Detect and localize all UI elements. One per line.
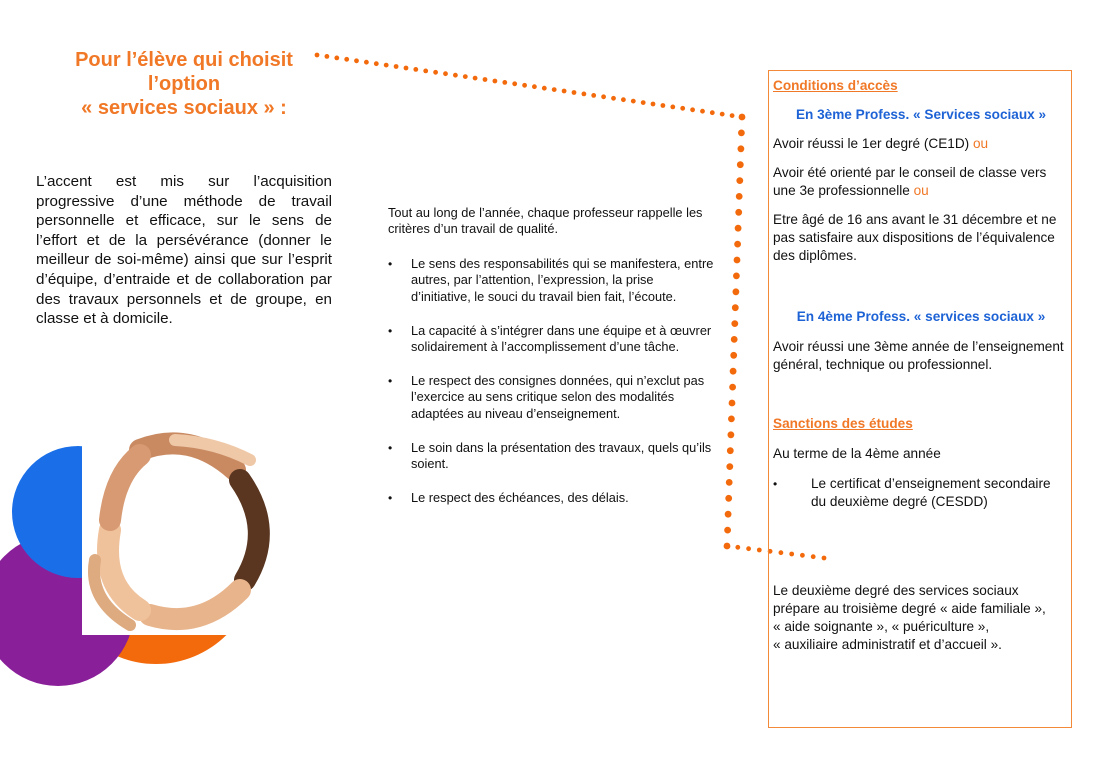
connector-dot: [726, 463, 733, 470]
connector-dot: [661, 103, 666, 108]
connector-dot: [732, 304, 739, 311]
list-item-text: Le sens des responsabilités qui se manifestera, entre autres, par l’attention, l’expression, la prise d’initiative, le souci du travail bien fait, l’écoute.: [411, 255, 714, 304]
connector-dot: [746, 546, 751, 551]
connector-dot: [562, 89, 567, 94]
connector-dot: [354, 58, 359, 63]
connector-dot: [404, 66, 409, 71]
connector-dot: [512, 81, 517, 86]
connector-dot: [727, 447, 734, 454]
condition-1-text: Avoir réussi le 1er degré (CE1D): [773, 136, 970, 151]
connector-dot: [572, 90, 577, 95]
list-item-text: Le respect des échéances, des délais.: [411, 489, 629, 505]
list-item: [388, 490, 714, 506]
connector-dot: [735, 545, 740, 550]
third-year-heading: En 3ème Profess. « Services sociaux »: [795, 107, 1047, 122]
connector-dot: [423, 69, 428, 74]
connector-dot: [736, 177, 743, 184]
condition-1-or: ou: [972, 136, 989, 151]
connector-dot: [724, 543, 731, 550]
connector-dot: [757, 548, 762, 553]
connector-dot: [334, 56, 339, 61]
condition-2-or: ou: [913, 183, 929, 198]
connector-dot: [710, 110, 715, 115]
connector-dot: [738, 130, 745, 137]
connector-dot: [731, 320, 738, 327]
list-item-text: La capacité à s’intégrer dans une équipe et à œuvrer solidairement à l’accomplissement d’une tâche.: [411, 322, 712, 354]
connector-dot: [733, 288, 740, 295]
connector-dot: [591, 93, 596, 98]
closing-line-1: Le deuxième degré des services sociaux prépare au troisième degré « aide familiale »,: [773, 583, 1046, 616]
connector-dot: [725, 495, 732, 502]
condition-2-text: Avoir été orienté par le conseil de classe vers une 3e professionnelle: [773, 165, 1047, 198]
bullet-icon: •: [388, 440, 393, 455]
list-item: [388, 323, 714, 356]
connector-dot: [733, 273, 740, 280]
condition-3: Etre âgé de 16 ans avant le 31 décembre et ne pas satisfaire aux dispositions de l’équivalence des diplômes.: [773, 212, 1057, 263]
connector-dot: [728, 431, 735, 438]
criteria-list: [388, 256, 714, 506]
connector-dot: [730, 368, 737, 375]
connector-dot: [552, 87, 557, 92]
title-line-3: « services sociaux » :: [81, 97, 287, 119]
connector-dot: [726, 479, 733, 486]
conditions-heading: Conditions d’accès: [773, 78, 898, 93]
connector-dot: [728, 416, 735, 423]
connector-dot: [374, 61, 379, 66]
hands-circle-illustration: [0, 420, 300, 690]
connector-dot: [740, 115, 745, 120]
list-item: [388, 440, 714, 473]
connector-dot: [725, 511, 732, 518]
connector-dot: [700, 109, 705, 114]
connector-dot: [621, 97, 626, 102]
bullet-icon: •: [388, 323, 393, 338]
connector-dot: [730, 352, 737, 359]
connector-dot: [731, 336, 738, 343]
connector-dot: [735, 225, 742, 232]
connector-dot: [413, 67, 418, 72]
connector-dot: [502, 80, 507, 85]
closing-line-2: « aide soignante », « puériculture »,: [773, 619, 990, 634]
connector-dot: [611, 96, 616, 101]
list-item-text: Le soin dans la présentation des travaux, quels qu’ils soient.: [411, 439, 712, 471]
quality-criteria-section: [388, 205, 714, 524]
title-line-1: Pour l’élève qui choisit: [75, 49, 293, 71]
connector-dot: [730, 113, 735, 118]
intro-paragraph: L’accent est mis sur l’acquisition progressive d’une méthode de travail personnelle et efficace, sur le sens de l’effort et de la persévérance (donner le meilleur de soi-même) ainsi que sur l’esprit d’équipe, d’entraide et de collaboration par des travaux personnels et de groupe, en classe et à domicile.: [36, 173, 332, 328]
bullet-icon: •: [388, 490, 393, 505]
sanctions-heading: Sanctions des études: [773, 416, 913, 431]
connector-dot: [631, 99, 636, 104]
closing-paragraph: [773, 582, 1066, 654]
fourth-year-heading: En 4ème Profess. « services sociaux »: [796, 309, 1046, 324]
connector-dot: [433, 70, 438, 75]
connector-dot: [724, 527, 731, 534]
connector-dot: [463, 74, 468, 79]
connector-dot: [680, 106, 685, 111]
connector-dot: [738, 145, 745, 152]
connector-dot: [443, 71, 448, 76]
condition-4: Avoir réussi une 3ème année de l’enseignement général, technique ou professionnel.: [773, 339, 1064, 372]
connector-dot: [729, 384, 736, 391]
connector-dot: [641, 100, 646, 105]
connector-dot: [670, 105, 675, 110]
connector-dot: [522, 83, 527, 88]
page-title: [40, 48, 328, 120]
connector-dot: [735, 209, 742, 216]
list-item: [388, 373, 714, 422]
list-item-text: Le respect des consignes données, qui n’exclut pas l’exercice au sens critique selon des modalités adaptées au niveau d’enseignement.: [411, 372, 705, 421]
condition-1: [773, 135, 1066, 153]
connector-dot: [384, 63, 389, 68]
connector-dot: [542, 86, 547, 91]
connector-dot: [737, 161, 744, 168]
connector-dot: [394, 64, 399, 69]
bullet-icon: •: [388, 256, 393, 271]
connector-dot: [601, 94, 606, 99]
connector-dot: [739, 114, 746, 121]
connector-dot: [720, 112, 725, 117]
connector-dot: [344, 57, 349, 62]
connector-dot: [690, 107, 695, 112]
admission-info-box: [768, 70, 1072, 728]
condition-2: [773, 164, 1066, 200]
connector-dot: [473, 76, 478, 81]
connector-dot: [734, 241, 741, 248]
connector-dot: [483, 77, 488, 82]
connector-dot: [493, 79, 498, 84]
list-item: [388, 256, 714, 305]
connector-dot: [651, 102, 656, 107]
closing-line-3: « auxiliaire administratif et d’accueil ».: [773, 637, 1002, 652]
bullet-icon: •: [388, 373, 393, 388]
connector-dot: [532, 84, 537, 89]
connector-dot: [725, 544, 730, 549]
connector-dot: [736, 193, 743, 200]
connector-dot: [734, 257, 741, 264]
connector-dot: [364, 60, 369, 65]
sanction-intro: Au terme de la 4ème année: [773, 446, 941, 461]
bullet-icon: •: [773, 477, 778, 491]
connector-dot: [453, 73, 458, 78]
connector-dot: [729, 400, 736, 407]
criteria-lead: Tout au long de l’année, chaque professeur rappelle les critères d’un travail de qualité.: [388, 205, 703, 237]
sanction-certificate: Le certificat d’enseignement secondaire du deuxième degré (CESDD): [811, 476, 1051, 509]
title-line-2: l’option: [147, 73, 221, 95]
connector-dot: [582, 92, 587, 97]
